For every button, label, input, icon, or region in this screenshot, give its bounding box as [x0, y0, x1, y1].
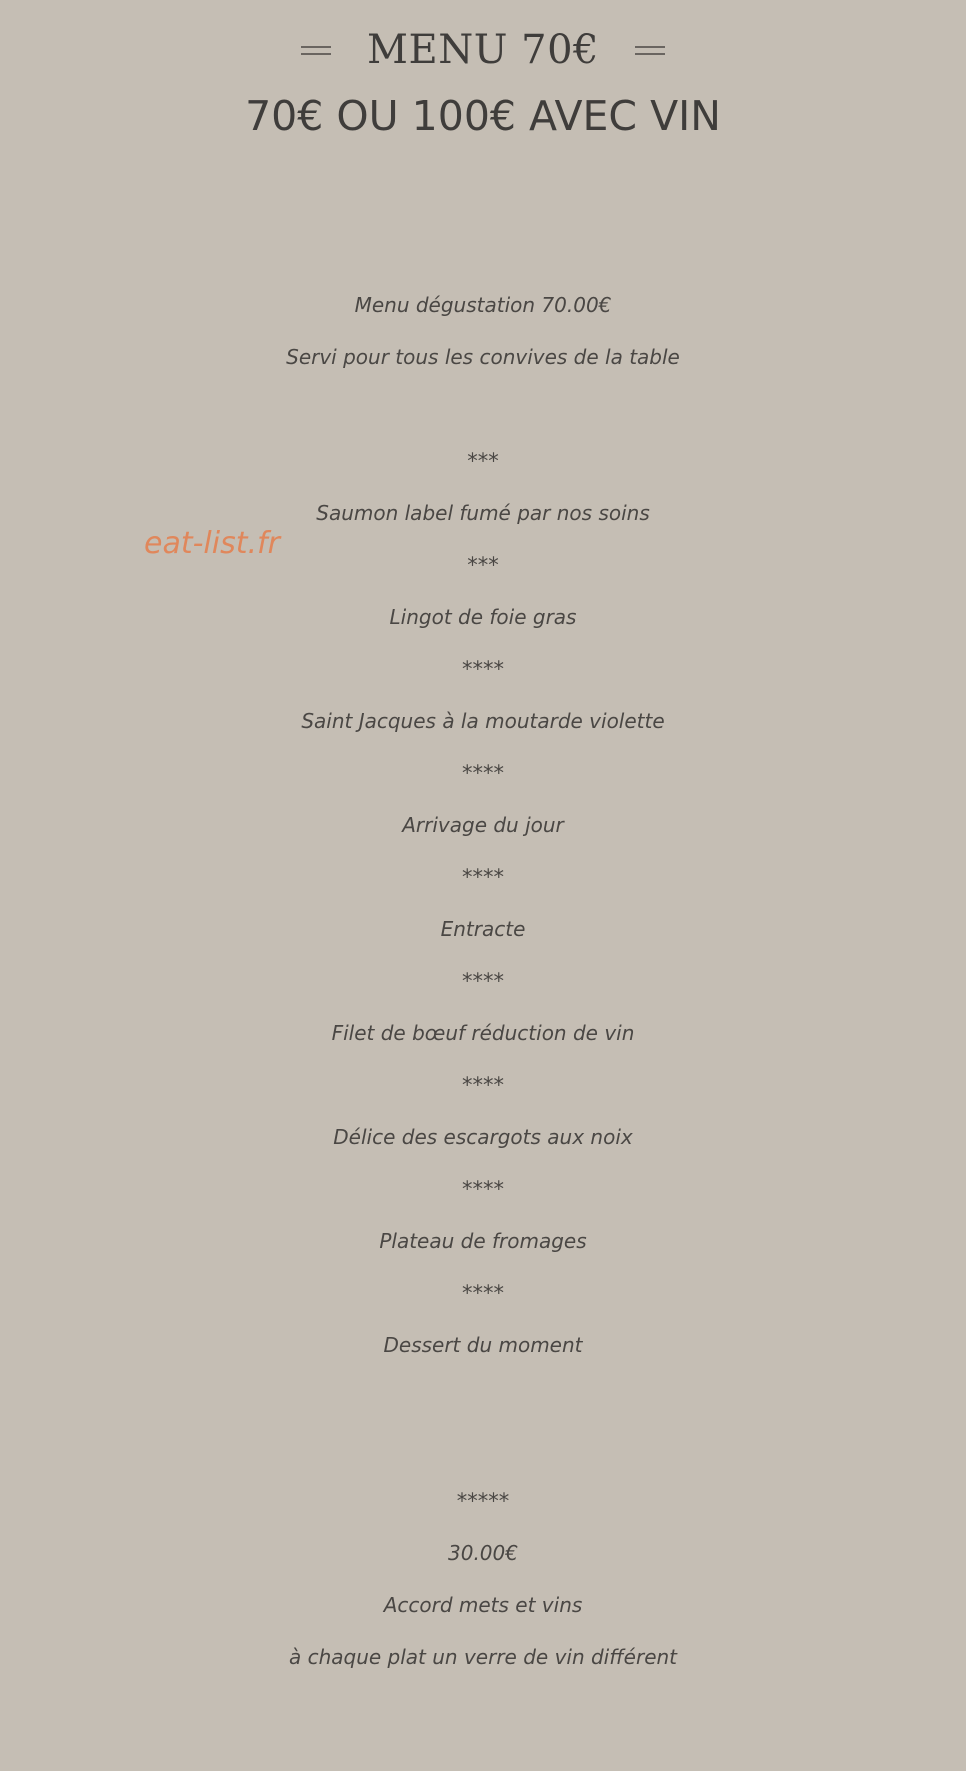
menu-intro-note: Servi pour tous les convives de la table — [286, 345, 680, 369]
course-dish: Lingot de foie gras — [389, 605, 577, 629]
course-dish: Délice des escargots aux noix — [333, 1125, 633, 1149]
watermark-logo: eat-list.fr — [144, 526, 280, 561]
course-separator: **** — [462, 761, 504, 785]
course-separator: **** — [462, 1073, 504, 1097]
menu-title: MENU 70€ — [367, 27, 599, 73]
course-separator: **** — [462, 865, 504, 889]
course-dish: Arrivage du jour — [402, 813, 564, 837]
course-dish: Entracte — [440, 917, 526, 941]
course-dish: Plateau de fromages — [379, 1229, 587, 1253]
course-dish: Saumon label fumé par nos soins — [316, 501, 650, 525]
course-separator: **** — [462, 1281, 504, 1305]
course-separator: *** — [467, 553, 499, 577]
course-separator: **** — [462, 969, 504, 993]
wine-pairing-title: Accord mets et vins — [383, 1593, 583, 1617]
wine-pairing-description: à chaque plat un verre de vin différent — [288, 1645, 678, 1669]
course-dish: Filet de bœuf réduction de vin — [331, 1021, 635, 1045]
left-ornament-icon — [301, 46, 331, 55]
menu-intro: Menu dégustation 70.00€ — [354, 293, 612, 317]
wine-pairing-price: 30.00€ — [448, 1541, 518, 1565]
course-dish: Saint Jacques à la moutarde violette — [301, 709, 665, 733]
course-separator: **** — [462, 1177, 504, 1201]
right-ornament-icon — [635, 46, 665, 55]
title-row — [0, 18, 966, 82]
price-subtitle: 70€ OU 100€ AVEC VIN — [245, 92, 721, 140]
course-dish: Dessert du moment — [383, 1333, 583, 1357]
course-separator: *** — [467, 449, 499, 473]
course-separator: **** — [462, 657, 504, 681]
wine-pairing-separator: ***** — [456, 1489, 510, 1513]
